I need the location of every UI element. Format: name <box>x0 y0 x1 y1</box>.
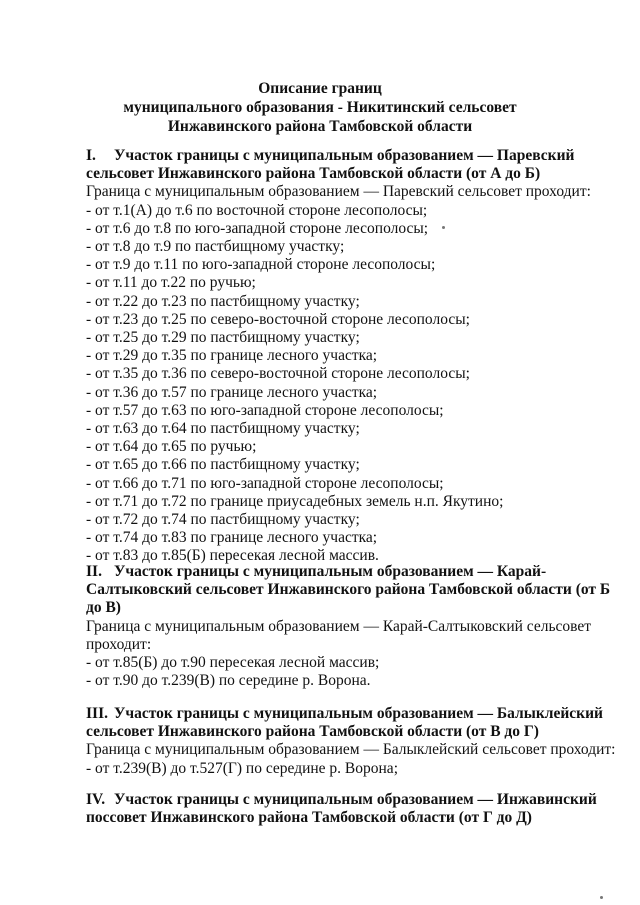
title-line-3: Инжавинского района Тамбовской области <box>167 118 473 135</box>
list-item: - от т.85(Б) до т.90 пересекая лесной массив; <box>86 654 380 672</box>
document-title <box>0 79 640 136</box>
list-item: - от т.8 до т.9 по пастбищному участку; <box>86 238 345 256</box>
section-4-heading-line-2: поссовет Инжавинского района Тамбовской области (от Г до Д) <box>86 809 532 827</box>
list-item: - от т.65 до т.66 по пастбищному участку; <box>86 456 360 474</box>
section-2-heading-line-1: Участок границы с муниципальным образованием — Карай- <box>114 563 547 580</box>
section-3-heading-line-2: сельсовет Инжавинского района Тамбовской области (от В до Г) <box>86 723 539 741</box>
section-1-heading-line-2: сельсовет Инжавинского района Тамбовской области (от А до Б) <box>86 165 541 183</box>
section-2 <box>86 563 626 690</box>
section-4-heading-line-1: Участок границы с муниципальным образованием — Инжавинский <box>114 791 597 808</box>
scan-speck <box>600 896 603 899</box>
section-2-intro-line-1: Граница с муниципальным образованием — Карай-Салтыковский сельсовет <box>86 617 592 635</box>
section-1-intro: Граница с муниципальным образованием — Паревский сельсовет проходит: <box>86 183 591 201</box>
list-item: - от т.63 до т.64 по пастбищному участку; <box>86 420 360 438</box>
section-2-heading <box>86 563 626 581</box>
list-item: - от т.83 до т.85(Б) пересекая лесной массив. <box>86 547 379 565</box>
section-3-heading <box>86 705 626 723</box>
section-1-list <box>86 202 626 566</box>
list-item: - от т.23 до т.25 по северо-восточной стороне лесополосы; <box>86 310 470 328</box>
list-item: - от т.22 до т.23 по пастбищному участку; <box>86 292 360 310</box>
list-item: - от т.66 до т.71 по юго-западной стороне лесополосы; <box>86 474 444 492</box>
section-2-list <box>86 654 626 690</box>
section-4 <box>86 791 626 827</box>
section-1-heading-line-1: Участок границы с муниципальным образованием — Паревский <box>114 147 575 164</box>
section-1-heading <box>86 147 626 165</box>
list-item: - от т.239(В) до т.527(Г) по середине р. Ворона; <box>86 759 398 777</box>
section-2-heading-line-2: Салтыковский сельсовет Инжавинского района Тамбовской области (от Б <box>86 581 611 599</box>
section-3-list <box>86 760 626 778</box>
list-item: - от т.9 до т.11 по юго-западной стороне лесополосы; <box>86 256 436 274</box>
section-3-heading-line-1: Участок границы с муниципальным образованием — Балыклейский <box>114 705 603 722</box>
section-3-intro: Граница с муниципальным образованием — Балыклейский сельсовет проходит: <box>86 741 616 759</box>
section-1 <box>86 147 626 566</box>
section-4-heading <box>86 791 626 809</box>
list-item: - от т.35 до т.36 по северо-восточной стороне лесополосы; <box>86 365 470 383</box>
title-line-1: Описание границ <box>258 80 382 97</box>
list-item: - от т.71 до т.72 по границе приусадебных земель н.п. Якутино; <box>86 492 504 510</box>
list-item: - от т.1(А) до т.6 по восточной стороне лесополосы; <box>86 201 428 219</box>
title-line-2: муниципального образования - Никитинский сельсовет <box>123 99 517 116</box>
section-3-number: III. <box>86 705 108 722</box>
section-3 <box>86 705 626 778</box>
list-item: - от т.25 до т.29 по пастбищному участку; <box>86 329 360 347</box>
list-item: - от т.11 до т.22 по ручью; <box>86 274 256 292</box>
section-2-intro-line-2: проходит: <box>86 635 152 653</box>
scan-speck <box>442 226 445 229</box>
section-4-number: IV. <box>86 791 106 808</box>
list-item: - от т.74 до т.83 по границе лесного участка; <box>86 529 378 547</box>
list-item: - от т.36 до т.57 по границе лесного участка; <box>86 383 378 401</box>
list-item: - от т.64 до т.65 по ручью; <box>86 438 257 456</box>
section-1-number: I. <box>86 147 96 164</box>
section-2-heading-line-3: до В) <box>86 599 121 617</box>
list-item: - от т.72 до т.74 по пастбищному участку; <box>86 511 360 529</box>
list-item: - от т.29 до т.35 по границе лесного участка; <box>86 347 378 365</box>
section-2-number: II. <box>86 563 102 580</box>
list-item: - от т.6 до т.8 по юго-западной стороне лесополосы; <box>86 219 429 237</box>
list-item: - от т.57 до т.63 по юго-западной стороне лесополосы; <box>86 401 444 419</box>
list-item: - от т.90 до т.239(В) по середине р. Ворона. <box>86 672 371 690</box>
